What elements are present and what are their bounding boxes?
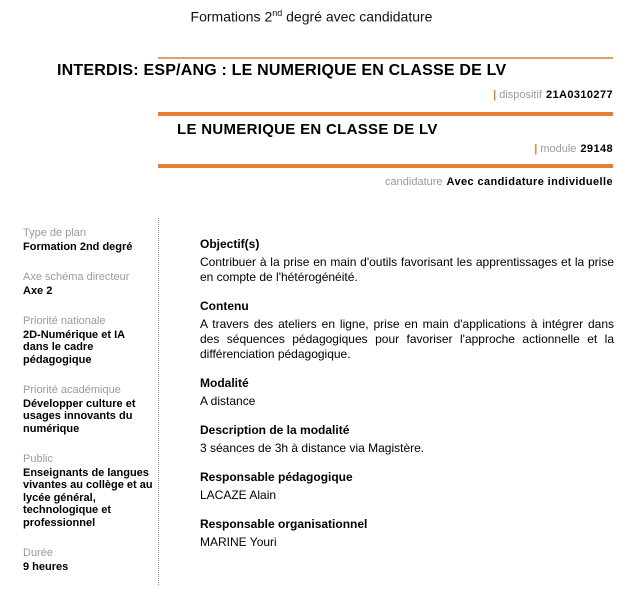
sidebar-item-label: Type de plan: [23, 227, 86, 239]
sidebar-item-value: 9 heures: [23, 560, 69, 573]
sidebar-item-label: Axe schéma directeur: [23, 271, 130, 283]
section-body: MARINE Youri: [200, 535, 277, 549]
module-meta-line: [158, 143, 613, 155]
sidebar-item-duree: [23, 547, 153, 573]
vertical-dotted-divider: [158, 218, 159, 585]
candidature-divider-rule: [158, 164, 613, 168]
section-contenu: [200, 299, 614, 362]
sidebar-item-label: Priorité académique: [23, 384, 121, 396]
page-title-text: Formations 2: [190, 8, 273, 25]
sidebar-item-priorite-nationale: [23, 315, 153, 366]
sidebar-item-priorite-academique: [23, 384, 153, 435]
dispositif-label: dispositif: [499, 89, 542, 101]
section-objectifs: [200, 237, 614, 285]
sidebar-item-label: Priorité nationale: [23, 315, 106, 327]
page-title-superscript: nd: [272, 8, 283, 18]
section-heading: Modalité: [200, 376, 249, 390]
section-modalite: [200, 376, 614, 409]
sidebar-item-type-de-plan: [23, 227, 153, 253]
module-divider-rule: [158, 112, 613, 116]
pipe-separator: |: [493, 89, 497, 101]
sidebar-item-axe-schema-directeur: [23, 271, 153, 297]
sidebar-item-label: Public: [23, 453, 53, 465]
candidature-meta-line: [158, 176, 613, 188]
sidebar-item-value: 2D-Numérique et IA dans le cadre pédagogique: [23, 328, 125, 366]
module-label: module: [540, 143, 577, 155]
dispositif-title: INTERDIS: ESP/ANG : LE NUMERIQUE EN CLASSE DE LV: [57, 62, 507, 79]
section-responsable-pedagogique: [200, 470, 614, 503]
section-heading: Responsable pédagogique: [200, 470, 353, 484]
section-description-modalite: [200, 423, 614, 456]
candidature-label: candidature: [385, 176, 443, 188]
module-code: 29148: [580, 143, 613, 155]
section-body: LACAZE Alain: [200, 488, 277, 502]
sidebar-item-value: Développer culture et usages innovants du numérique: [23, 397, 136, 435]
main-content: [200, 237, 614, 564]
section-body: A distance: [200, 394, 256, 408]
section-heading: Description de la modalité: [200, 423, 350, 437]
page-title: [0, 8, 623, 25]
dispositif-meta-line: [158, 89, 613, 101]
candidature-value: Avec candidature individuelle: [446, 176, 613, 188]
section-body: 3 séances de 3h à distance via Magistère.: [200, 441, 425, 455]
section-heading: Contenu: [200, 299, 249, 313]
top-divider-rule: [158, 57, 613, 59]
section-body: Contribuer à la prise en main d'outils favorisant les apprentissages et la prise en compte de l'hétérogénéité.: [200, 255, 614, 284]
section-heading: Objectif(s): [200, 237, 260, 251]
sidebar-item-value: Formation 2nd degré: [23, 240, 133, 253]
module-title: LE NUMERIQUE EN CLASSE DE LV: [177, 121, 438, 138]
sidebar-item-public: [23, 453, 153, 529]
pipe-separator: |: [534, 143, 538, 155]
section-responsable-organisationnel: [200, 517, 614, 550]
sidebar-item-label: Durée: [23, 547, 53, 559]
sidebar: [23, 227, 153, 589]
sidebar-item-value: Enseignants de langues vivantes au collège et au lycée général, technologique et professionnel: [23, 466, 153, 529]
section-heading: Responsable organisationnel: [200, 517, 368, 531]
page-title-text-suffix: degré avec candidature: [282, 8, 433, 25]
dispositif-code: 21A0310277: [545, 89, 613, 101]
sidebar-item-value: Axe 2: [23, 284, 53, 297]
section-body: A travers des ateliers en ligne, prise en main d'applications à intégrer dans des séquences pédagogiques pour favoriser l'approche actionnelle et la différenciation pédagogique.: [200, 317, 614, 361]
